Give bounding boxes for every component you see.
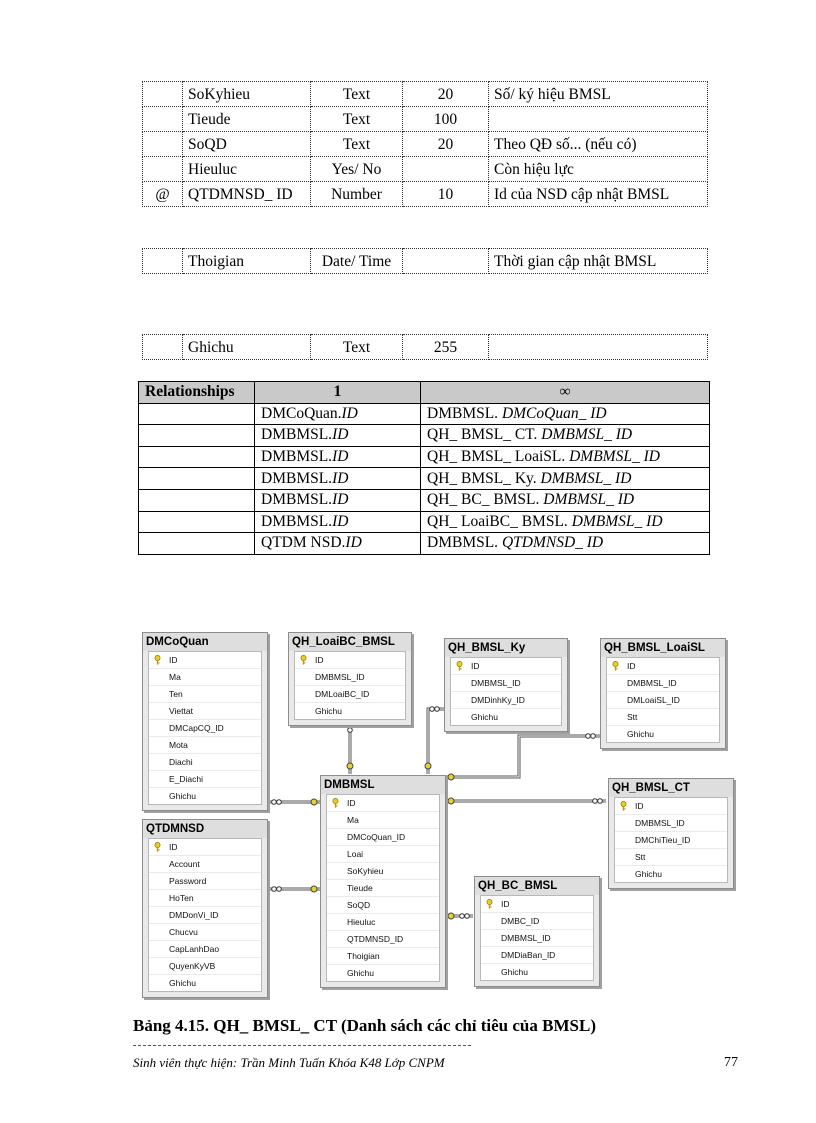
field-size — [403, 249, 489, 274]
entity-field-name: Ghichu — [169, 791, 196, 801]
entity-field-row[interactable] — [607, 709, 719, 726]
entity-title: QH_BC_BMSL — [475, 877, 599, 895]
entity-title: DMBMSL — [321, 776, 445, 794]
field-type: Text — [311, 107, 403, 132]
entity-title: QH_BMSL_CT — [609, 779, 733, 797]
relationship-blank-cell — [139, 468, 255, 490]
one-table: DMBMSL. — [261, 426, 333, 444]
entity-qh-loaibc-bmsl[interactable] — [288, 632, 412, 726]
relationship-blank-cell — [139, 425, 255, 447]
many-table: QH_ BMSL_ CT. — [427, 426, 538, 444]
field-row — [143, 82, 708, 107]
primary-key-icon — [332, 798, 339, 808]
many-table: QH_ BMSL_ LoaiSL. — [427, 448, 566, 466]
field-marker — [143, 249, 183, 274]
entity-field-name: ID — [347, 798, 356, 808]
entity-field-row[interactable] — [615, 815, 727, 832]
one-field: ID — [332, 448, 349, 466]
field-marker: @ — [143, 182, 183, 207]
entity-dmbmsl[interactable] — [320, 775, 446, 988]
many-table: DMBMSL. — [427, 404, 499, 422]
entity-field-name: Chucvu — [169, 927, 198, 937]
entity-field-row[interactable] — [149, 652, 261, 669]
entity-qtdmnsd[interactable] — [142, 819, 268, 998]
relationships-header-many: ∞ — [421, 382, 710, 404]
relationship-blank-cell — [139, 489, 255, 511]
field-marker — [143, 107, 183, 132]
entity-field-name: Diachi — [169, 757, 193, 767]
field-description: Id của NSD cập nhật BMSL — [489, 182, 708, 207]
relationship-one-side — [255, 511, 421, 533]
entity-field-row[interactable] — [607, 692, 719, 709]
field-row — [143, 335, 708, 360]
entity-field-row[interactable] — [149, 839, 261, 856]
entity-field-name: DMBMSL_ID — [501, 933, 551, 943]
entity-field-name: ID — [315, 655, 324, 665]
field-marker — [143, 157, 183, 182]
many-field: DMCoQuan_ ID — [501, 404, 607, 422]
entity-field-name: HoTen — [169, 893, 194, 903]
entity-field-row[interactable] — [149, 703, 261, 720]
field-name: Thoigian — [183, 249, 311, 274]
field-size: 100 — [403, 107, 489, 132]
entity-field-row[interactable] — [149, 771, 261, 788]
one-field: ID — [341, 404, 358, 422]
field-type: Text — [311, 335, 403, 360]
relationship-one-side — [255, 533, 421, 555]
field-marker — [143, 335, 183, 360]
entity-field-row[interactable] — [149, 873, 261, 890]
entity-field-name: DMCapCQ_ID — [169, 723, 224, 733]
entity-field-name: Ten — [169, 689, 183, 699]
many-field: DMBMSL_ ID — [571, 512, 663, 530]
entity-field-row[interactable] — [615, 866, 727, 882]
relationship-many-side — [421, 511, 710, 533]
entity-field-row[interactable] — [481, 947, 593, 964]
primary-key-icon — [154, 842, 161, 852]
entity-field-name: Loai — [347, 849, 364, 859]
relationship-blank-cell — [139, 446, 255, 468]
field-row — [143, 182, 708, 207]
entity-field-name: ID — [471, 661, 480, 671]
entity-qh-bc-bmsl[interactable] — [474, 876, 600, 987]
footer-divider — [133, 1045, 471, 1046]
entity-field-name: Password — [169, 876, 207, 886]
field-name: SoQD — [183, 132, 311, 157]
field-marker — [143, 82, 183, 107]
entity-field-name: ID — [627, 661, 636, 671]
entity-field-name: Ghichu — [627, 729, 654, 739]
primary-key-icon — [620, 801, 627, 811]
entity-field-name: QuyenKyVB — [169, 961, 216, 971]
entity-field-row[interactable] — [149, 890, 261, 907]
entity-field-row[interactable] — [149, 669, 261, 686]
field-type: Number — [311, 182, 403, 207]
entity-qh-bmsl-ct[interactable] — [608, 778, 734, 889]
entity-field-name: DMChiTieu_ID — [635, 835, 691, 845]
entity-field-row[interactable] — [327, 846, 439, 863]
entity-field-row[interactable] — [327, 931, 439, 948]
many-field: DMBMSL_ ID — [540, 469, 632, 487]
field-row — [143, 107, 708, 132]
one-table: DMBMSL. — [261, 469, 333, 487]
entity-field-row[interactable] — [295, 652, 405, 669]
entity-field-row[interactable] — [481, 896, 593, 913]
entity-field-row[interactable] — [149, 924, 261, 941]
one-table: DMBMSL. — [261, 491, 333, 509]
entity-field-name: ID — [169, 655, 178, 665]
line-loaisl-dmbmsl — [444, 735, 600, 776]
entity-field-name: Mota — [169, 740, 188, 750]
entity-field-row[interactable] — [615, 849, 727, 866]
entity-field-row[interactable] — [327, 897, 439, 914]
entity-field-row[interactable] — [607, 675, 719, 692]
relationship-many-side — [421, 489, 710, 511]
field-type: Text — [311, 82, 403, 107]
relationship-blank-cell — [139, 511, 255, 533]
one-field: ID — [345, 534, 362, 552]
entity-field-row[interactable] — [149, 907, 261, 924]
entity-field-name: SoKyhieu — [347, 866, 384, 876]
field-size: 20 — [403, 132, 489, 157]
entity-field-row[interactable] — [149, 720, 261, 737]
entity-field-row[interactable] — [451, 692, 561, 709]
entity-field-name: Ma — [169, 672, 181, 682]
relationship-row — [139, 489, 710, 511]
entity-field-name: QTDMNSD_ID — [347, 934, 404, 944]
field-row — [143, 249, 708, 274]
relationship-one-side — [255, 489, 421, 511]
relationship-one-side — [255, 425, 421, 447]
entity-title: QH_LoaiBC_BMSL — [289, 633, 411, 651]
primary-key-icon — [612, 661, 619, 671]
entity-qh-bmsl-loaisl[interactable] — [600, 638, 726, 749]
entity-field-name: Viettat — [169, 706, 193, 716]
field-type: Yes/ No — [311, 157, 403, 182]
relationship-row — [139, 511, 710, 533]
entity-field-name: SoQD — [347, 900, 371, 910]
entity-field-row[interactable] — [295, 669, 405, 686]
field-row — [143, 157, 708, 182]
field-description: Còn hiệu lực — [489, 157, 708, 182]
entity-field-row[interactable] — [327, 829, 439, 846]
relationship-many-side — [421, 425, 710, 447]
relationship-row — [139, 468, 710, 490]
entity-field-name: Hieuluc — [347, 917, 376, 927]
relationship-many-side — [421, 403, 710, 425]
one-table: QTDM NSD. — [261, 534, 346, 552]
relationship-row — [139, 425, 710, 447]
entity-field-name: Ghichu — [315, 706, 342, 716]
field-size: 20 — [403, 82, 489, 107]
field-description: Thời gian cập nhật BMSL — [489, 249, 708, 274]
relationship-one-side — [255, 468, 421, 490]
one-field: ID — [332, 426, 349, 444]
primary-key-icon — [456, 661, 463, 671]
field-name: Ghichu — [183, 335, 311, 360]
entity-field-row[interactable] — [615, 798, 727, 815]
field-type: Text — [311, 132, 403, 157]
entity-field-name: Ma — [347, 815, 359, 825]
entity-field-name: ID — [635, 801, 644, 811]
entity-field-name: DMDiaBan_ID — [501, 950, 556, 960]
relationship-row — [139, 533, 710, 555]
field-name: Tieude — [183, 107, 311, 132]
field-description: Theo QĐ số... (nếu có) — [489, 132, 708, 157]
field-description: Số/ ký hiệu BMSL — [489, 82, 708, 107]
entity-field-row[interactable] — [451, 658, 561, 675]
er-diagram — [138, 628, 736, 994]
entity-field-name: DMDinhKy_ID — [471, 695, 525, 705]
field-marker — [143, 132, 183, 157]
relationship-many-side — [421, 533, 710, 555]
footer-text: Sinh viên thực hiện: Trần Minh Tuấn Khóa K48 Lớp CNPM — [133, 1055, 445, 1070]
entity-title: QTDMNSD — [143, 820, 267, 838]
entity-field-name: ID — [501, 899, 510, 909]
field-name: Hieuluc — [183, 157, 311, 182]
entity-field-name: Tieude — [347, 883, 373, 893]
entity-field-row[interactable] — [481, 964, 593, 980]
entity-field-name: DMBC_ID — [501, 916, 540, 926]
entity-field-name: E_Diachi — [169, 774, 204, 784]
entity-field-row[interactable] — [327, 948, 439, 965]
fields-table-2 — [142, 248, 708, 274]
entity-field-row[interactable] — [481, 913, 593, 930]
entity-field-name: Ghichu — [347, 968, 374, 978]
entity-field-row[interactable] — [149, 958, 261, 975]
field-size: 255 — [403, 335, 489, 360]
field-description — [489, 335, 708, 360]
entity-field-name: DMCoQuan_ID — [347, 832, 406, 842]
relationship-blank-cell — [139, 533, 255, 555]
field-name: QTDMNSD_ ID — [183, 182, 311, 207]
entity-field-row[interactable] — [607, 658, 719, 675]
entity-field-name: DMBMSL_ID — [471, 678, 521, 688]
entity-field-row[interactable] — [327, 880, 439, 897]
field-size — [403, 157, 489, 182]
entity-field-name: Ghichu — [169, 978, 196, 988]
relationship-many-side — [421, 468, 710, 490]
entity-field-row[interactable] — [607, 726, 719, 742]
entity-field-name: DMBMSL_ID — [635, 818, 685, 828]
entity-field-row[interactable] — [295, 686, 405, 703]
page-number: 77 — [724, 1055, 738, 1070]
entity-field-name: DMBMSL_ID — [315, 672, 365, 682]
entity-field-row[interactable] — [615, 832, 727, 849]
table-caption: Bảng 4.15. QH_ BMSL_ CT (Danh sách các chỉ tiêu của BMSL) — [133, 1016, 596, 1035]
entity-field-name: DMDonVi_ID — [169, 910, 219, 920]
entity-field-row[interactable] — [295, 703, 405, 719]
relationship-blank-cell — [139, 403, 255, 425]
entity-field-row[interactable] — [149, 788, 261, 804]
relationship-one-side — [255, 446, 421, 468]
entity-field-row[interactable] — [149, 856, 261, 873]
entity-field-name: Stt — [627, 712, 638, 722]
entity-qh-bmsl-ky[interactable] — [444, 638, 568, 732]
one-field: ID — [332, 512, 349, 530]
entity-field-name: Stt — [635, 852, 646, 862]
field-name: SoKyhieu — [183, 82, 311, 107]
one-table: DMBMSL. — [261, 512, 333, 530]
relationships-header-row — [139, 382, 710, 404]
field-type: Date/ Time — [311, 249, 403, 274]
entity-field-row[interactable] — [327, 965, 439, 981]
relationships-header-one: 1 — [255, 382, 421, 404]
many-field: DMBMSL_ ID — [569, 448, 660, 466]
entity-field-name: Ghichu — [501, 967, 528, 977]
entity-dmcoquan[interactable] — [142, 632, 268, 811]
entity-field-name: Account — [169, 859, 200, 869]
entity-field-name: DMLoaiSL_ID — [627, 695, 680, 705]
many-table: QH_ BMSL_ Ky. — [427, 469, 537, 487]
entity-title: DMCoQuan — [143, 633, 267, 651]
entity-field-row[interactable] — [327, 812, 439, 829]
one-table: DMCoQuan. — [261, 404, 342, 422]
entity-title: QH_BMSL_LoaiSL — [601, 639, 725, 657]
many-field: DMBMSL_ ID — [543, 491, 635, 509]
primary-key-icon — [486, 899, 493, 909]
fields-table-3 — [142, 334, 708, 360]
entity-field-row[interactable] — [451, 675, 561, 692]
many-field: QTDMNSD_ ID — [501, 534, 604, 552]
entity-field-row[interactable] — [451, 709, 561, 725]
entity-field-row[interactable] — [481, 930, 593, 947]
many-table: QH_ LoaiBC_ BMSL. — [427, 512, 568, 530]
one-field: ID — [332, 469, 349, 487]
primary-key-icon — [300, 655, 307, 665]
entity-field-name: DMBMSL_ID — [627, 678, 677, 688]
entity-field-row[interactable] — [149, 737, 261, 754]
relationship-row — [139, 403, 710, 425]
many-table: DMBMSL. — [427, 534, 499, 552]
entity-field-name: CapLanhDao — [169, 944, 220, 954]
primary-key-icon — [154, 655, 161, 665]
entity-field-row[interactable] — [149, 941, 261, 958]
entity-field-name: DMLoaiBC_ID — [315, 689, 370, 699]
entity-field-name: ID — [169, 842, 178, 852]
field-row — [143, 132, 708, 157]
relationship-many-side — [421, 446, 710, 468]
entity-field-name: Ghichu — [635, 869, 662, 879]
entity-field-row[interactable] — [327, 795, 439, 812]
one-table: DMBMSL. — [261, 448, 333, 466]
entity-field-row[interactable] — [149, 754, 261, 771]
field-description — [489, 107, 708, 132]
one-field: ID — [332, 491, 349, 509]
entity-field-row[interactable] — [327, 863, 439, 880]
entity-field-row[interactable] — [149, 975, 261, 991]
entity-field-name: Thoigian — [347, 951, 380, 961]
fields-table-1 — [142, 81, 708, 207]
entity-title: QH_BMSL_Ky — [445, 639, 567, 657]
relationships-header-label: Relationships — [139, 382, 255, 404]
entity-field-name: Ghichu — [471, 712, 498, 722]
many-field: DMBMSL_ ID — [541, 426, 633, 444]
relationships-table — [138, 381, 710, 555]
relationship-row — [139, 446, 710, 468]
field-size: 10 — [403, 182, 489, 207]
entity-field-row[interactable] — [327, 914, 439, 931]
relationship-one-side — [255, 403, 421, 425]
entity-field-row[interactable] — [149, 686, 261, 703]
many-table: QH_ BC_ BMSL. — [427, 491, 540, 509]
